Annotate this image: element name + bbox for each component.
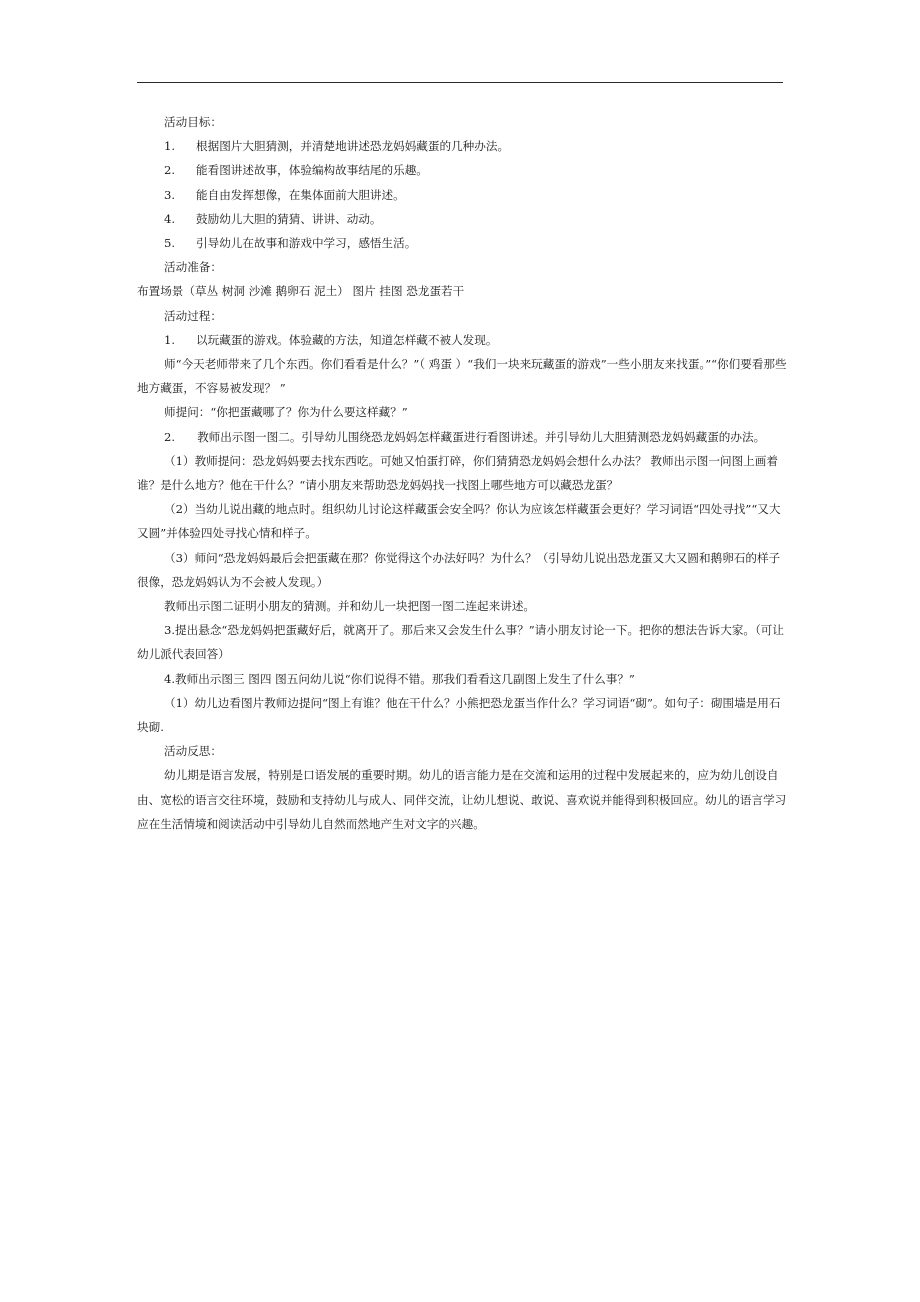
goal-item — [137, 231, 787, 255]
goal-item — [137, 207, 787, 231]
process-heading: 活动过程： — [164, 308, 222, 323]
goal-text: 能看图讲述故事，体验编构故事结尾的乐趣。 — [196, 163, 428, 178]
process-step-3: 3.提出悬念“恐龙妈妈把蛋藏好后，就离开了。那后来又会发生什么事？”请小朋友讨论一下。把你的想法告诉大家。（可让幼儿派代表回答） — [137, 623, 784, 662]
goal-text: 能自由发挥想像，在集体面前大胆讲述。 — [196, 187, 405, 202]
goal-text: 鼓励幼儿大胆的猜猜、讲讲、动动。 — [196, 211, 382, 226]
process-subitem: （3）师问“恐龙妈妈最后会把蛋藏在那？你觉得这个办法好吗？为什么？（引导幼儿说出恐龙蛋又大又圆和鹅卵石的样子很像，恐龙妈妈认为不会被人发现。） — [137, 550, 781, 589]
reflection-text: 幼儿期是语言发展，特别是口语发展的重要时期。幼儿的语言能力是在交流和运用的过程中发展起来的，应为幼儿创设自由、宽松的语言交往环境，鼓励和支持幼儿与成人、同伴交流，让幼儿想说、敢说、喜欢说并能得到积极回应。幼儿的语言学习应在生活情境和阅读活动中引导幼儿自然而然地产生对文字的兴趣。 — [137, 768, 787, 831]
goal-item — [137, 183, 787, 207]
goals-heading: 活动目标： — [164, 115, 222, 129]
goal-number: 4. — [164, 211, 176, 226]
goal-text: 引导幼儿在故事和游戏中学习，感悟生活。 — [196, 236, 417, 251]
prep-text: 布置场景（草丛 树洞 沙滩 鹅卵石 泥土） 图片 挂图 恐龙蛋若干 — [137, 284, 465, 299]
goal-text: 根据图片大胆猜测，并清楚地讲述恐龙妈妈藏蛋的几种办法。 — [196, 139, 510, 154]
process-subitem: （1）教师提问：恐龙妈妈要去找东西吃。可她又怕蛋打碎，你们猜猜恐龙妈妈会想什么办法？ 教师出示图一问图上画着谁？是什么地方？他在干什么？“请小朋友来帮助恐龙妈妈找一找图上哪些地方可以藏恐龙蛋？ — [137, 453, 778, 493]
reflection-heading: 活动反思： — [164, 744, 222, 759]
document-body — [137, 110, 787, 836]
step-number: 2. — [164, 429, 176, 444]
process-step-1 — [137, 328, 787, 352]
header-rule — [137, 82, 783, 83]
step-text: 以玩藏蛋的游戏。体验藏的方法，知道怎样藏不被人发现。 — [196, 332, 498, 347]
process-paragraph: 教师出示图二证明小朋友的猜测。并和幼儿一块把图一图二连起来讲述。 — [164, 599, 536, 614]
process-paragraph: 师“今天老师带来了几个东西。你们看看是什么？”（ 鸡蛋 ）“我们一块来玩藏蛋的游戏”一些小朋友来找蛋。”“你们要看那些地方藏蛋，不容易被发现？ ” — [137, 357, 787, 396]
goal-number: 1. — [164, 139, 176, 154]
step-text: 教师出示图一图二。引导幼儿围绕恐龙妈妈怎样藏蛋进行看图讲述。并引导幼儿大胆猜测恐龙妈妈藏蛋的办法。 — [197, 429, 766, 444]
goal-number: 5. — [164, 236, 176, 251]
prep-heading: 活动准备： — [164, 260, 222, 275]
goal-item — [137, 158, 787, 182]
process-paragraph: 师提问：“你把蛋藏哪了？你为什么要这样藏？” — [164, 405, 408, 420]
goal-item — [137, 134, 787, 158]
process-subitem: （1）幼儿边看图片教师边提问“图上有谁？他在干什么？小熊把恐龙蛋当作什么？学习词语“砌”。如句子：砌围墙是用石块砌. — [137, 695, 781, 735]
step-number: 1. — [164, 332, 176, 347]
process-step-4: 4.教师出示图三 图四 图五问幼儿说“你们说得不错。那我们看看这几副图上发生了什么事？” — [164, 671, 635, 686]
goal-number: 3. — [164, 187, 176, 202]
process-step-2 — [137, 425, 787, 449]
goal-number: 2. — [164, 163, 176, 178]
process-subitem: （2）当幼儿说出藏的地点时。组织幼儿讨论这样藏蛋会安全吗？你认为应该怎样藏蛋会更好？学习词语“四处寻找”“又大又圆”并体验四处寻找心情和样子。 — [137, 502, 781, 541]
